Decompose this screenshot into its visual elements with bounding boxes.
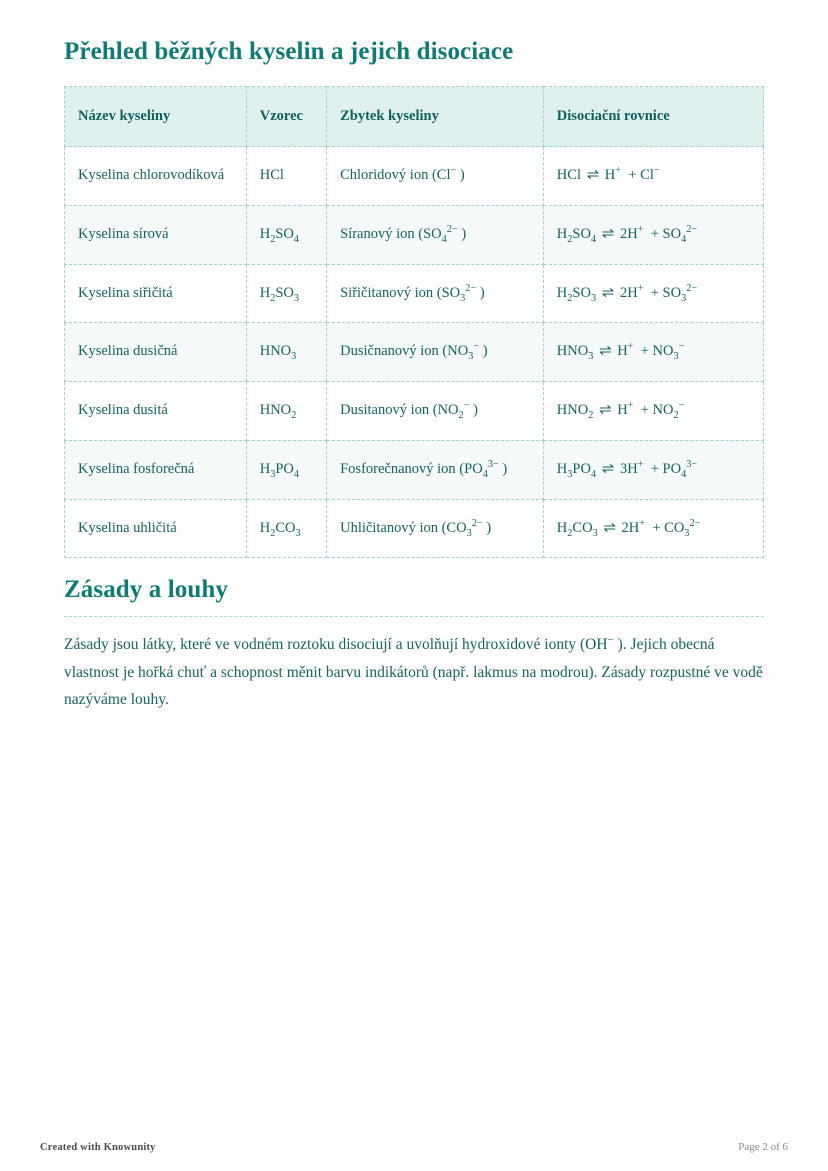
cell-formula: $H_2SO_4$ xyxy=(246,205,326,264)
cell-acid-name: Kyselina dusitá xyxy=(65,382,247,441)
cell-residue: Dusičnanový ion ($NO_3^-$ ) xyxy=(327,323,544,382)
section-1-header xyxy=(64,0,764,66)
cell-residue: Chloridový ion (Cl− ) xyxy=(327,147,544,206)
cell-equation: $HNO_2$ ⇌ $H^+ + NO_2^-$ xyxy=(543,382,763,441)
table-row xyxy=(65,499,764,558)
table-row xyxy=(65,323,764,382)
table-row xyxy=(65,382,764,441)
table-row xyxy=(65,205,764,264)
page-footer xyxy=(0,1141,828,1153)
cell-residue: Síranový ion ($SO_4^{2-}$ ) xyxy=(327,205,544,264)
cell-equation: $H_2SO_4$ ⇌ $2H^+ + SO_4^{2-}$ xyxy=(543,205,763,264)
section-divider xyxy=(64,616,764,617)
cell-residue: Fosforečnanový ion ($PO_4^{3-}$ ) xyxy=(327,440,544,499)
cell-residue: Uhličitanový ion ($CO_3^{2-}$ ) xyxy=(327,499,544,558)
cell-formula: $H_2SO_3$ xyxy=(246,264,326,323)
section-2-header xyxy=(64,558,764,604)
cell-formula: $H_2CO_3$ xyxy=(246,499,326,558)
cell-acid-name: Kyselina fosforečná xyxy=(65,440,247,499)
cell-equation: $HNO_3$ ⇌ $H^+ + NO_3^-$ xyxy=(543,323,763,382)
table-header-acid-name: Název kyseliny xyxy=(65,87,247,147)
cell-equation: HCl ⇌ H+ + Cl− xyxy=(543,147,763,206)
cell-acid-name: Kyselina chlorovodíková xyxy=(65,147,247,206)
page-title: Přehled běžných kyselin a jejich disociace xyxy=(64,38,514,65)
body-paragraph: Zásady jsou látky, které ve vodném roztoku disociují a uvolňují hydroxidové ionty (OH− ). Jejich obecná vlastnost je hořká chuť a schopnost měnit barvu indikátorů (např. lakmus na modrou). Zásady rozpustné ve vodě nazýváme louhy. xyxy=(64,634,763,709)
table-header-row xyxy=(65,87,764,147)
cell-acid-name: Kyselina dusičná xyxy=(65,323,247,382)
footer-brand: Created with Knowunity xyxy=(40,1142,156,1153)
cell-acid-name: Kyselina siřičitá xyxy=(65,264,247,323)
table-header-residue: Zbytek kyseliny xyxy=(327,87,544,147)
cell-equation: $H_2CO_3$ ⇌ $2H^+ + CO_3^{2-}$ xyxy=(543,499,763,558)
cell-formula: $HNO_3$ xyxy=(246,323,326,382)
cell-residue: Dusitanový ion ($NO_2^-$ ) xyxy=(327,382,544,441)
table-body xyxy=(65,147,764,558)
table-header-equation: Disociační rovnice xyxy=(543,87,763,147)
cell-equation: $H_2SO_3$ ⇌ $2H^+ + SO_3^{2-}$ xyxy=(543,264,763,323)
cell-formula: $H_3PO_4$ xyxy=(246,440,326,499)
cell-equation: $H_3PO_4$ ⇌ $3H^+ + PO_4^{3-}$ xyxy=(543,440,763,499)
cell-formula: $HNO_2$ xyxy=(246,382,326,441)
acids-dissociation-table xyxy=(64,86,764,558)
cell-acid-name: Kyselina sírová xyxy=(65,205,247,264)
cell-acid-name: Kyselina uhličitá xyxy=(65,499,247,558)
cell-residue: Siřičitanový ion ($SO_3^{2-}$ ) xyxy=(327,264,544,323)
section-2-title: Zásady a louhy xyxy=(64,576,228,604)
footer-page-number: Page 2 of 6 xyxy=(738,1141,788,1153)
table-header-formula: Vzorec xyxy=(246,87,326,147)
cell-formula: HCl xyxy=(246,147,326,206)
table-row xyxy=(65,147,764,206)
table-row xyxy=(65,440,764,499)
table-row xyxy=(65,264,764,323)
